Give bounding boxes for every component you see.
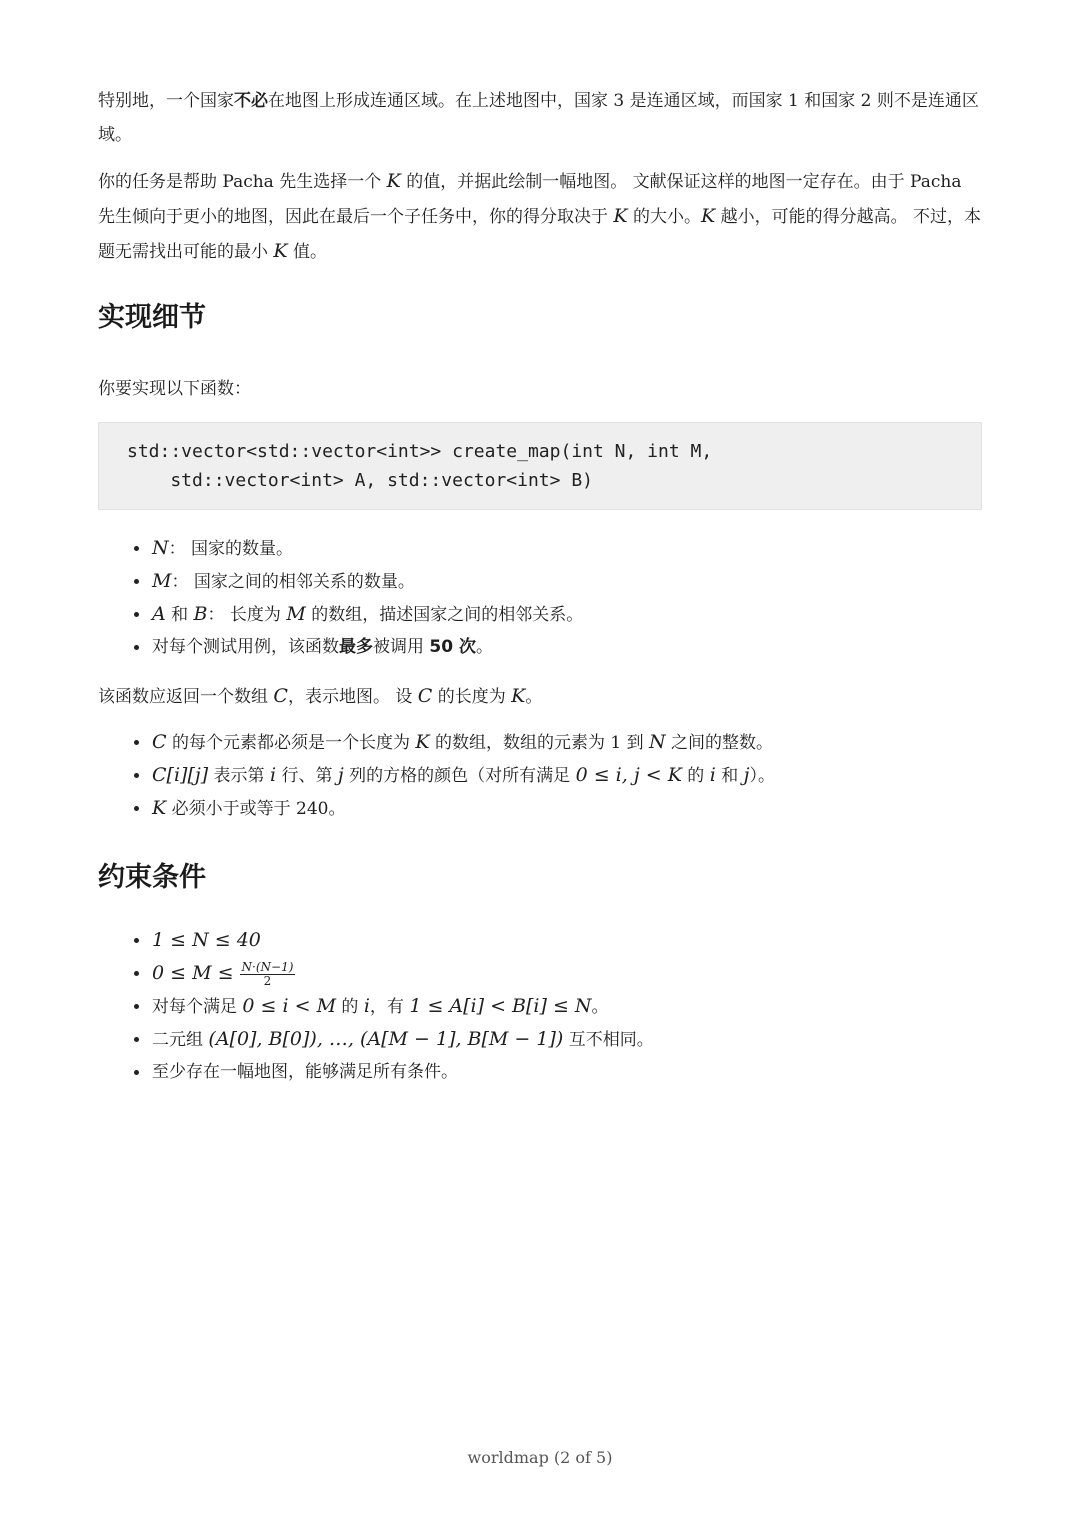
text-run: 你的任务是帮助 Pacha 先生选择一个 [98,172,387,192]
text-run: ： 国家的数量。 [168,539,294,559]
math-var: C [152,731,167,753]
math-var: K [511,685,526,707]
list-item [152,924,982,957]
text-run: 。 [525,687,543,707]
list-item [152,598,982,631]
math-var: A [152,603,166,625]
text-run: 的每个元素都必须是一个长度为 [166,733,416,753]
math-var: K [273,240,288,262]
math-var: j [337,764,344,786]
text-run: 的 [336,997,364,1017]
return-rules-list [98,726,982,825]
math-var: K [701,205,716,227]
fraction-denominator: 2 [263,974,272,988]
text-run: 对每个满足 [152,997,243,1017]
page-content [98,84,982,1104]
list-item [152,759,982,792]
math-var: i [709,764,716,786]
text-run: 值。 [287,242,328,262]
text-run: ，表示地图。 设 [287,687,418,707]
code-line-2: std::vector<int> A, std::vector<int> B) [127,470,593,491]
math-var: N [152,537,169,559]
text-run: 该函数应返回一个数组 [98,687,274,707]
list-item [152,726,982,759]
math-var: C [417,685,433,707]
page-footer: worldmap (2 of 5) [467,1448,613,1467]
math-var: N [649,731,666,753]
text-run: 互不相同。 [563,1030,654,1050]
parameter-list [98,532,982,663]
text-run: ： 国家之间的相邻关系的数量。 [171,572,415,592]
math-var: K [613,205,628,227]
math-var: K [386,170,401,192]
text-run: 。 [591,997,609,1017]
code-block [98,422,982,510]
math-expression: (A[0], B[0]), …, (A[M − 1], B[M − 1]) [208,1028,564,1050]
math-expression: 1 ≤ A[i] < B[i] ≤ N [409,995,592,1017]
text-run: 的数组，数组的元素为 1 到 [429,733,649,753]
math-expression: 0 ≤ i < M [242,995,337,1017]
fraction [240,961,296,988]
text-run: 的大小。 [627,207,702,227]
text-run: 和 [165,605,194,625]
fraction-numerator: N·(N−1) [241,960,294,974]
math-expression: 0 ≤ M ≤ [152,962,240,984]
text-run: 的数组，描述国家之间的相邻关系。 [305,605,584,625]
list-item [152,990,982,1023]
constraints-list [98,924,982,1088]
constraints-heading: 约束条件 [98,862,206,893]
text-run: 必须小于或等于 240。 [166,799,346,819]
text-run: 二元组 [152,1030,209,1050]
text-run: 越小，可能的得分越高。 不过，本题无需找出可能的最小 [98,207,982,262]
text-run: 特别地，一个国家 [98,91,234,111]
text-run: 的长度为 [432,687,512,707]
implementation-lead: 你要实现以下函数： [98,379,251,399]
math-var: i [269,764,277,786]
math-var: B [193,603,208,625]
list-item [152,1056,982,1088]
list-item [152,792,982,825]
code-line-1: std::vector<std::vector<int>> create_map(int N, int M, [127,441,713,462]
text-run: ： 长度为 [207,605,287,625]
text-run: 在地图上形成连通区域。在上述地图中，国家 3 是连通区域，而国家 1 和国家 2 则不是连通区域。 [98,91,979,145]
math-var: M [286,603,306,625]
list-item [152,631,982,663]
list-item [152,565,982,598]
math-expression: 0 ≤ i, j < K [575,764,682,786]
text-run: 列的方格的颜色（对所有满足 [343,766,576,786]
bold-text: 50 次 [429,637,476,657]
text-run: 至少存在一幅地图，能够满足所有条件。 [152,1062,458,1082]
math-var: M [152,570,172,592]
math-var: j [743,764,750,786]
text-run: 。 [475,637,493,657]
text-run: 表示第 [208,766,270,786]
math-expression: 1 ≤ N ≤ 40 [152,929,261,951]
list-item [152,532,982,565]
return-paragraph [98,679,982,714]
text-run: ）。 [749,766,776,786]
text-run: 的 [681,766,710,786]
text-run: 的值，并据此绘制一幅地图。 文献保证这样的地图一定存在。由于 Pacha 先生倾向于更小的地图，因此在最后一个子任务中，你的得分取决于 [98,172,962,227]
list-item [152,957,982,990]
text-run: 被调用 [373,637,430,657]
list-item [152,1023,982,1056]
math-var: K [152,797,167,819]
intro-paragraph-2 [98,164,982,269]
intro-paragraph-1 [98,84,982,152]
implementation-heading: 实现细节 [98,302,206,333]
math-expression: C[i][j] [152,764,209,786]
math-var: C [273,685,288,707]
bold-text: 最多 [339,637,373,657]
text-run: 之间的整数。 [665,733,774,753]
math-var: i [363,995,370,1017]
text-run: ，有 [369,997,410,1017]
text-run: 和 [715,766,744,786]
text-run: 行、第 [276,766,338,786]
math-var: K [415,731,430,753]
text-run: 对每个测试用例，该函数 [152,637,339,657]
bold-text: 不必 [234,91,268,111]
